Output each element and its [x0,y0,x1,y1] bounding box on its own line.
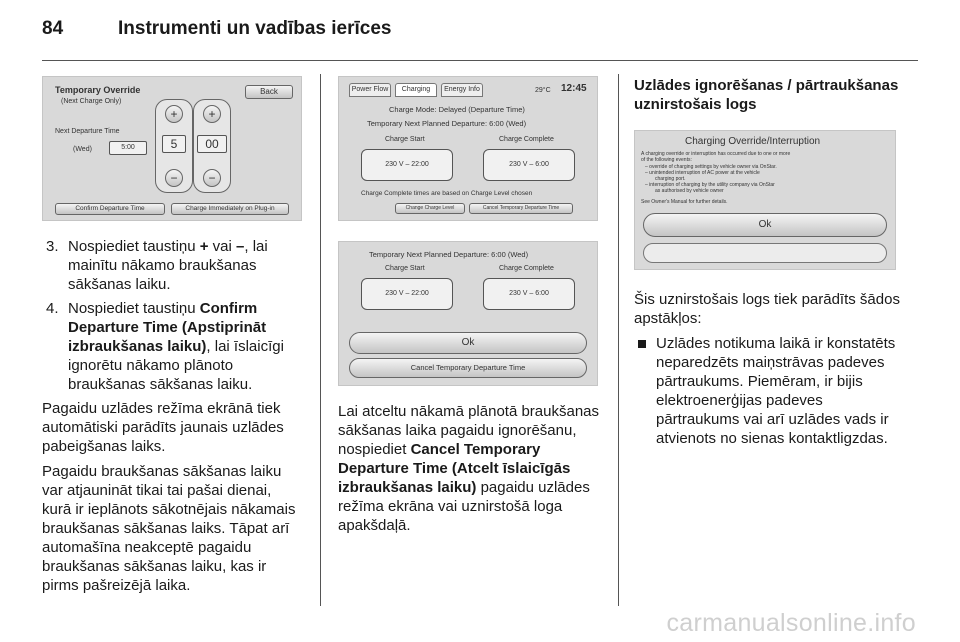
paragraph: Pagaidu uzlādes režīma ekrānā tiek automātiski parādīts jaunais uzlādes pabeigšanas laiks. [42,400,284,455]
ok-button[interactable]: Ok [643,213,887,237]
list-item [634,334,904,448]
column-1 [42,76,304,601]
charge-complete-label: Charge Complete [499,136,554,143]
page-title: Instrumenti un vadības ierīces [118,18,392,39]
cancel-key-name: Cancel Temporary Departure Time (Atcelt īslaicīgās izbraukšanas laiku) [338,441,571,496]
popup-bullet: – unintended interruption of AC power at the vehicle [645,170,760,176]
column-divider-2 [618,74,619,606]
popup-bullet: – override of charging settings by vehicle owner via OnStar. [645,164,777,170]
change-charge-level-button[interactable]: Change Charge Level [395,203,465,214]
step-text: , lai īslaicīgi ignorētu nākamo plānoto braukšanas sākšanas laiku. [68,338,284,393]
charging-override-popup [634,130,896,270]
next-departure-label: Next Departure Time [55,128,120,135]
popup-bullet: – interruption of charging by the utility company via OnStar [645,182,775,188]
paragraph-text: pagaidu uzlādes režīma ekrāna vai uznirstošā loga apakšdaļā. [338,479,590,534]
temperature: 29°C [535,87,551,94]
confirm-departure-button[interactable]: Confirm Departure Time [55,203,165,215]
column-divider-1 [320,74,321,606]
next-planned-departure: Temporary Next Planned Departure: 6:00 (Wed) [369,250,529,259]
charge-start-value: 230 V – 22:00 [361,149,453,181]
charge-start-label: Charge Start [385,136,425,143]
step-3 [46,237,304,294]
bullet-square [638,340,646,348]
departure-time-field[interactable]: 5:00 [109,141,147,155]
step-text: Nospiediet taustiņu [68,238,200,255]
paragraph [338,402,600,535]
column-2 [338,76,600,541]
tab-energy-info[interactable]: Energy Info [441,83,483,97]
step-text: vai [208,238,237,255]
charge-mode: Charge Mode: Delayed (Departure Time) [389,105,525,114]
charge-start-label: Charge Start [385,265,425,272]
hour-minus-button[interactable]: − [165,169,183,187]
popup-empty-row [643,243,887,263]
step-number: 3. [46,238,59,255]
plus-key: + [199,238,209,255]
paragraph: Šis uznirstošais logs tiek parādīts šādos apstākļos: [634,291,900,327]
step-4 [46,299,304,394]
page-header [42,18,391,40]
paragraph: Pagaidu braukšanas sākšanas laiku var atjaunināt tikai tai pašai dienai, kurā ir ieplānots sākotnējais nākamais braukšanas sākšanas laiks. Tāpat arī automašīna neakceptē pagaidu braukšanas sākšanas laiku, kas ir pirms pašreizējā laika. [42,463,296,594]
screen-subtitle: (Next Charge Only) [61,98,122,105]
conditions-list [634,334,904,448]
page-number: 84 [42,18,64,39]
step-number: 4. [46,300,59,317]
minute-minus-button[interactable]: − [203,169,221,187]
popup-bullet: as authorised by vehicle owner [655,188,724,194]
screen-title: Temporary Override [55,85,141,95]
popup-line: A charging override or interruption has occurred due to one or more [641,151,791,157]
header-rule [42,60,918,61]
confirm-key-name: Confirm Departure Time (Apstiprināt izbraukšanas laiku) [68,300,267,355]
charge-complete-value: 230 V – 6:00 [483,278,575,310]
column-3 [634,76,904,448]
hour-value: 5 [162,135,186,153]
minus-key: – [236,238,245,255]
cancel-departure-button[interactable]: Cancel Temporary Departure Time [349,358,587,378]
popup-bullet: charging port. [655,176,686,182]
hour-plus-button[interactable]: + [165,105,183,123]
ok-button[interactable]: Ok [349,332,587,354]
temporary-override-screen [42,76,302,221]
charge-complete-value: 230 V – 6:00 [483,149,575,181]
popup-see-manual: See Owner's Manual for further details. [641,199,728,205]
charge-note: Charge Complete times are based on Charge Level chosen [361,190,533,197]
section-heading: Uzlādes ignorēšanas / pārtraukšanas uznirstošais logs [634,77,899,113]
temporary-departure-popup-screen [338,241,598,386]
tab-charging[interactable]: Charging [395,83,437,97]
charging-mode-screen [338,76,598,221]
list-item-text: Uzlādes notikuma laikā ir konstatēts neparedzēts maiņstrāvas padeves pārtraukums. Piemēram, ir bijis elektroenerģijas padeves pārtraukums vai arī uzlādes vads ir atvienots no sienas kontaktligzdas. [656,335,896,447]
tab-power-flow[interactable]: Power Flow [349,83,391,97]
departure-day: (Wed) [73,146,92,153]
next-planned-departure: Temporary Next Planned Departure: 6:00 (Wed) [367,119,527,128]
step-text: Nospiediet taustiņu [68,300,200,317]
watermark: carmanualsonline.info [666,609,916,637]
minute-plus-button[interactable]: + [203,105,221,123]
popup-line: of the following events: [641,157,692,163]
popup-title: Charging Override/Interruption [685,136,821,147]
charge-immediately-button[interactable]: Charge Immediately on Plug-in [171,203,289,215]
charge-start-value: 230 V – 22:00 [361,278,453,310]
clock: 12:45 [561,83,587,94]
steps-list [46,237,304,394]
step-text: , lai mainītu nākamo braukšanas sākšanas laiku. [68,238,268,293]
paragraph-text: Lai atceltu nākamā plānotā braukšanas sākšanas laika pagaidu ignorēšanu, nospiediet [338,403,600,458]
minute-value: 00 [197,135,227,153]
cancel-departure-button[interactable]: Cancel Temporary Departure Time [469,203,573,214]
charge-complete-label: Charge Complete [499,265,554,272]
back-button[interactable]: Back [245,85,293,99]
